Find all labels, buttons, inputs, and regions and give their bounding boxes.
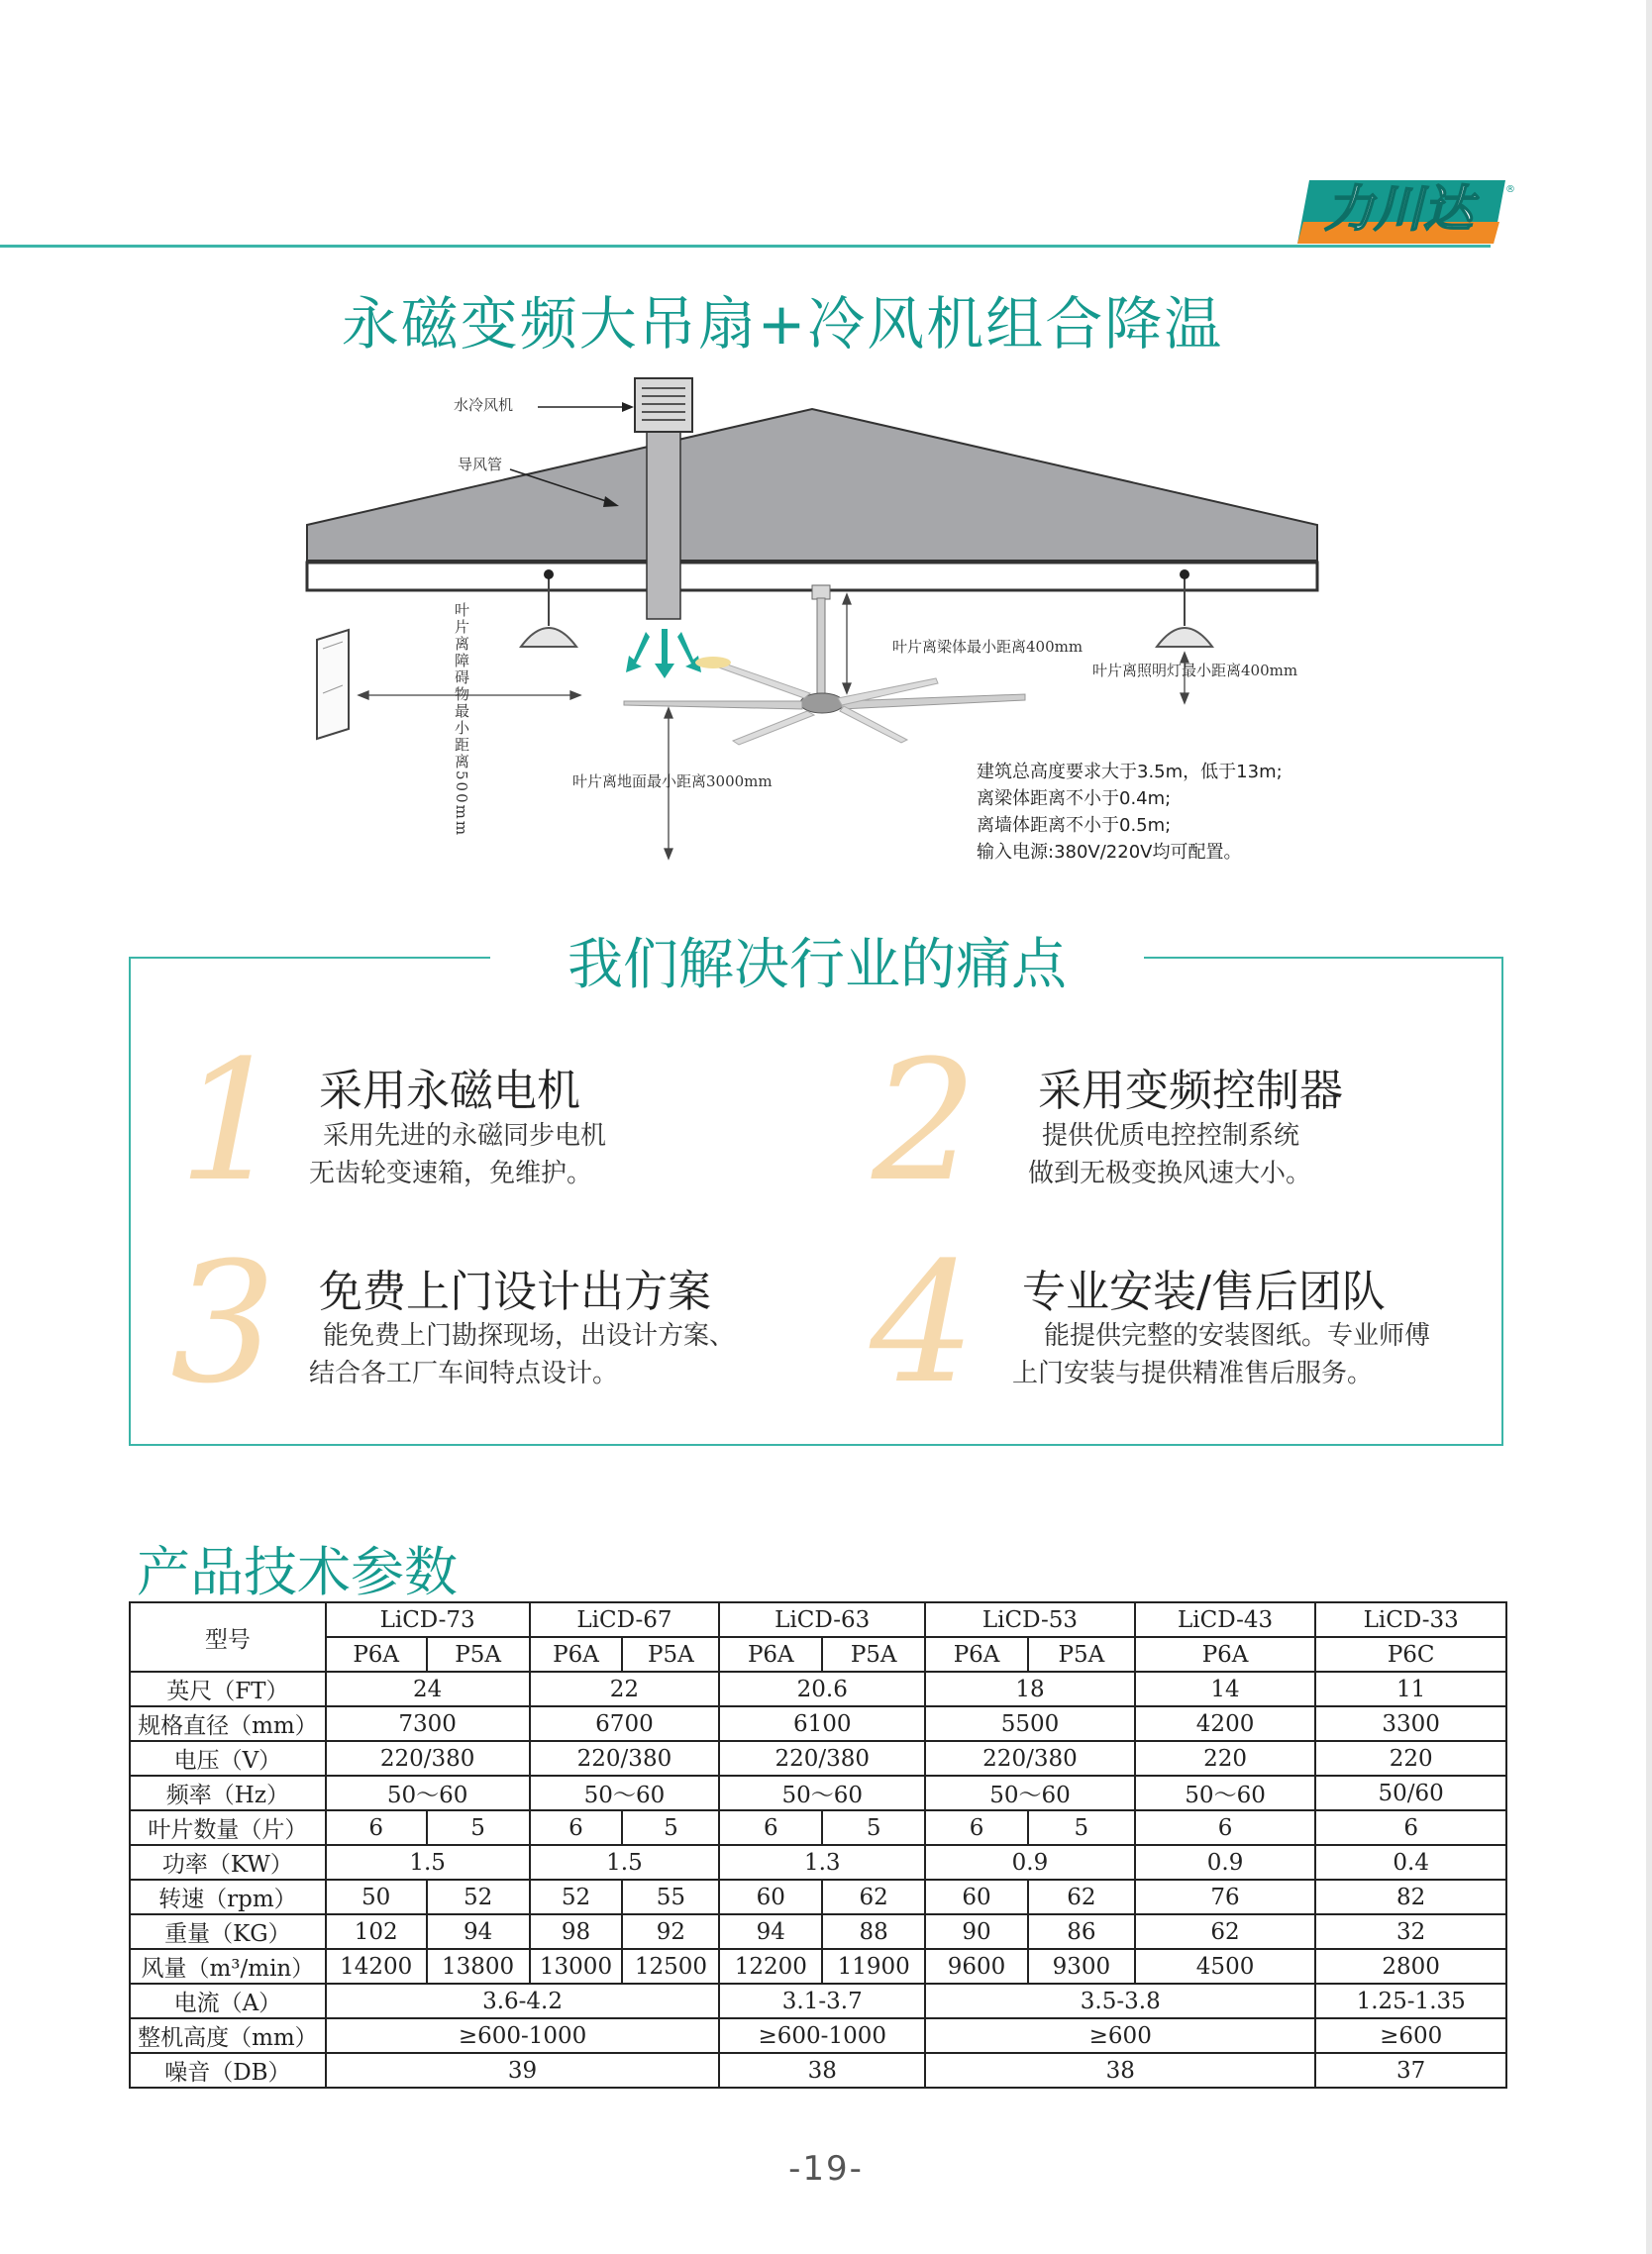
variant: P6A (925, 1637, 1028, 1672)
point-line: 采用先进的永磁同步电机 (323, 1121, 607, 1151)
point-number-1: 1 (178, 1024, 284, 1218)
table-cell: 50～60 (1135, 1776, 1316, 1810)
table-cell: 6100 (719, 1706, 925, 1741)
row-label: 规格直径（mm） (130, 1706, 326, 1741)
row-label: 重量（KG） (130, 1914, 326, 1949)
point-heading-1: 采用永磁电机 (319, 1066, 580, 1116)
point-line: 能免费上门勘探现场，出设计方案、 (323, 1321, 736, 1351)
page-title: 永磁变频大吊扇+冷风机组合降温 (341, 290, 1224, 358)
table-cell: 90 (925, 1914, 1028, 1949)
table-cell: 220/380 (719, 1741, 925, 1776)
table-cell: 82 (1315, 1880, 1506, 1914)
ceiling-fan (624, 585, 1025, 745)
point-line: 提供优质电控控制系统 (1042, 1121, 1300, 1151)
model-name: LiCD-73 (326, 1602, 530, 1637)
table-row (130, 1810, 1506, 1845)
variant: P6A (1135, 1637, 1316, 1672)
table-cell: 86 (1028, 1914, 1135, 1949)
row-label: 功率（KW） (130, 1845, 326, 1880)
table-cell: 6 (719, 1810, 822, 1845)
point-line: 上门安装与提供精准售后服务。 (1012, 1359, 1374, 1388)
model-header: 型号 (130, 1602, 326, 1672)
table-cell: 32 (1315, 1914, 1506, 1949)
table-cell: 3300 (1315, 1706, 1506, 1741)
table-cell: 98 (530, 1914, 623, 1949)
table-cell: 39 (326, 2053, 720, 2088)
model-name: LiCD-63 (719, 1602, 925, 1637)
point-line: 无齿轮变速箱，免维护。 (309, 1159, 593, 1188)
table-cell: 11900 (822, 1949, 925, 1984)
table-cell: 76 (1135, 1880, 1316, 1914)
table-cell: 38 (719, 2053, 925, 2088)
row-label: 整机高度（mm） (130, 2018, 326, 2053)
model-name: LiCD-53 (925, 1602, 1135, 1637)
table-cell: 4500 (1135, 1949, 1316, 1984)
table-cell: 24 (326, 1672, 530, 1706)
variant: P5A (427, 1637, 530, 1672)
obstacle-distance-label: 叶片离障碍物最小距离500mm (453, 602, 470, 838)
table-cell: 50～60 (925, 1776, 1135, 1810)
table-cell: 1.5 (530, 1845, 720, 1880)
table-cell: 1.25-1.35 (1315, 1984, 1506, 2018)
table-cell: 220/380 (925, 1741, 1135, 1776)
table-row (130, 1949, 1506, 1984)
duct-label: 导风管 (458, 456, 503, 473)
table-row (130, 1741, 1506, 1776)
roof (307, 409, 1317, 561)
table-cell: 50～60 (326, 1776, 530, 1810)
table-cell: 60 (719, 1880, 822, 1914)
row-label: 频率（Hz） (130, 1776, 326, 1810)
table-cell: 14200 (326, 1949, 427, 1984)
point-heading-3: 免费上门设计出方案 (319, 1267, 711, 1317)
table-cell: 94 (719, 1914, 822, 1949)
beam-distance-label: 叶片离梁体最小距离400mm (892, 638, 1084, 656)
table-cell: 13000 (530, 1949, 623, 1984)
table-cell: 2800 (1315, 1949, 1506, 1984)
table-cell: 13800 (427, 1949, 530, 1984)
variant: P5A (622, 1637, 719, 1672)
row-label: 风量（m³/min） (130, 1949, 326, 1984)
model-name: LiCD-33 (1315, 1602, 1506, 1637)
table-row (130, 1672, 1506, 1706)
table-cell: 62 (1135, 1914, 1316, 1949)
table-row (130, 1845, 1506, 1880)
spec-table (129, 1601, 1507, 2089)
installation-notes (977, 759, 1283, 866)
point-number-3: 3 (170, 1226, 276, 1420)
row-label: 转速（rpm） (130, 1880, 326, 1914)
table-row (130, 1914, 1506, 1949)
spec-title: 产品技术参数 (137, 1541, 458, 1603)
header-divider (0, 245, 1491, 248)
variant: P5A (1028, 1637, 1135, 1672)
air-duct (647, 426, 680, 619)
variant: P6C (1315, 1637, 1506, 1672)
model-name: LiCD-67 (530, 1602, 720, 1637)
row-label: 电流（A） (130, 1984, 326, 2018)
table-cell: 0.4 (1315, 1845, 1506, 1880)
table-cell: ≥600 (925, 2018, 1315, 2053)
table-cell: 5 (622, 1810, 719, 1845)
point-body-3 (309, 1317, 735, 1392)
lamp-distance-label: 叶片离照明灯最小距离400mm (1092, 662, 1298, 679)
table-cell: 18 (925, 1672, 1135, 1706)
note-line: 离梁体距离不小于0.4m; (977, 788, 1172, 809)
variant: P5A (822, 1637, 925, 1672)
table-cell: 55 (622, 1880, 719, 1914)
table-cell: 37 (1315, 2053, 1506, 2088)
table-cell: 12500 (622, 1949, 719, 1984)
note-line: 离墙体距离不小于0.5m; (977, 815, 1172, 836)
cooler-label: 水冷风机 (454, 396, 514, 414)
table-cell: 6 (530, 1810, 623, 1845)
logo-text: 力川达 (1324, 180, 1473, 238)
table-cell: 6 (326, 1810, 427, 1845)
point-number-2: 2 (872, 1024, 978, 1218)
table-cell: 3.6-4.2 (326, 1984, 720, 2018)
table-cell: 20.6 (719, 1672, 925, 1706)
note-line: 建筑总高度要求大于3.5m，低于13m; (977, 762, 1283, 782)
table-cell: 6 (1135, 1810, 1316, 1845)
point-body-1 (309, 1117, 606, 1192)
table-cell: 88 (822, 1914, 925, 1949)
table-cell: 6700 (530, 1706, 720, 1741)
table-cell: 6 (925, 1810, 1028, 1845)
table-cell: 4200 (1135, 1706, 1316, 1741)
table-cell: 12200 (719, 1949, 822, 1984)
table-row (130, 1880, 1506, 1914)
model-name: LiCD-43 (1135, 1602, 1316, 1637)
table-cell: 62 (1028, 1880, 1135, 1914)
table-cell: 5 (427, 1810, 530, 1845)
table-cell: 9300 (1028, 1949, 1135, 1984)
point-line: 结合各工厂车间特点设计。 (309, 1359, 619, 1388)
svg-text:®: ® (1505, 184, 1515, 195)
row-label: 叶片数量（片） (130, 1810, 326, 1845)
table-cell: 14 (1135, 1672, 1316, 1706)
table-cell: 22 (530, 1672, 720, 1706)
page-number: -19- (788, 2149, 864, 2189)
table-cell: 6 (1315, 1810, 1506, 1845)
page-edge (1646, 0, 1652, 2254)
point-body-4 (1012, 1317, 1430, 1392)
note-line: 输入电源:380V/220V均可配置。 (977, 842, 1242, 863)
table-cell: 220 (1135, 1741, 1316, 1776)
table-cell: 50～60 (530, 1776, 720, 1810)
point-heading-4: 专业安装/售后团队 (1022, 1267, 1386, 1317)
table-cell: ≥600 (1315, 2018, 1506, 2053)
point-number-4: 4 (870, 1226, 976, 1420)
brand-logo (1295, 174, 1513, 250)
table-cell: 94 (427, 1914, 530, 1949)
table-cell: 62 (822, 1880, 925, 1914)
table-row (130, 2018, 1506, 2053)
table-cell: 92 (622, 1914, 719, 1949)
table-cell: 5 (1028, 1810, 1135, 1845)
table-row (130, 1706, 1506, 1741)
table-cell: 60 (925, 1880, 1028, 1914)
table-row (130, 1776, 1506, 1810)
table-cell: 50～60 (719, 1776, 925, 1810)
table-cell: 7300 (326, 1706, 530, 1741)
table-cell: 0.9 (925, 1845, 1135, 1880)
table-cell: 11 (1315, 1672, 1506, 1706)
table-cell: 3.5-3.8 (925, 1984, 1315, 2018)
point-line: 做到无极变换风速大小。 (1028, 1159, 1312, 1188)
table-cell: 5500 (925, 1706, 1135, 1741)
row-label: 噪音（DB） (130, 2053, 326, 2088)
table-row (130, 1637, 1506, 1672)
variant: P6A (530, 1637, 623, 1672)
table-cell: 102 (326, 1914, 427, 1949)
table-cell: 5 (822, 1810, 925, 1845)
table-cell: 52 (530, 1880, 623, 1914)
table-cell: 3.1-3.7 (719, 1984, 925, 2018)
airflow-arrows (626, 629, 701, 678)
table-cell: 0.9 (1135, 1845, 1316, 1880)
table-row (130, 2053, 1506, 2088)
variant: P6A (719, 1637, 822, 1672)
point-heading-2: 采用变频控制器 (1038, 1066, 1343, 1116)
table-row (130, 1984, 1506, 2018)
variant: P6A (326, 1637, 427, 1672)
table-cell: 50/60 (1315, 1776, 1506, 1810)
table-cell: ≥600-1000 (326, 2018, 720, 2053)
row-label: 英尺（FT） (130, 1672, 326, 1706)
pain-points-title: 我们解决行业的痛点 (568, 933, 1067, 997)
table-cell: 220/380 (530, 1741, 720, 1776)
point-body-2 (1028, 1117, 1311, 1192)
point-line: 能提供完整的安装图纸。专业师傅 (1044, 1321, 1431, 1351)
ground-distance-label: 叶片离地面最小距离3000mm (572, 772, 773, 790)
table-cell: 38 (925, 2053, 1315, 2088)
table-cell: ≥600-1000 (719, 2018, 925, 2053)
table-cell: 50 (326, 1880, 427, 1914)
table-cell: 52 (427, 1880, 530, 1914)
table-cell: 1.3 (719, 1845, 925, 1880)
table-cell: 9600 (925, 1949, 1028, 1984)
table-cell: 220 (1315, 1741, 1506, 1776)
table-row (130, 1602, 1506, 1637)
table-cell: 220/380 (326, 1741, 530, 1776)
table-cell: 1.5 (326, 1845, 530, 1880)
row-label: 电压（V） (130, 1741, 326, 1776)
wall-window (317, 630, 349, 739)
